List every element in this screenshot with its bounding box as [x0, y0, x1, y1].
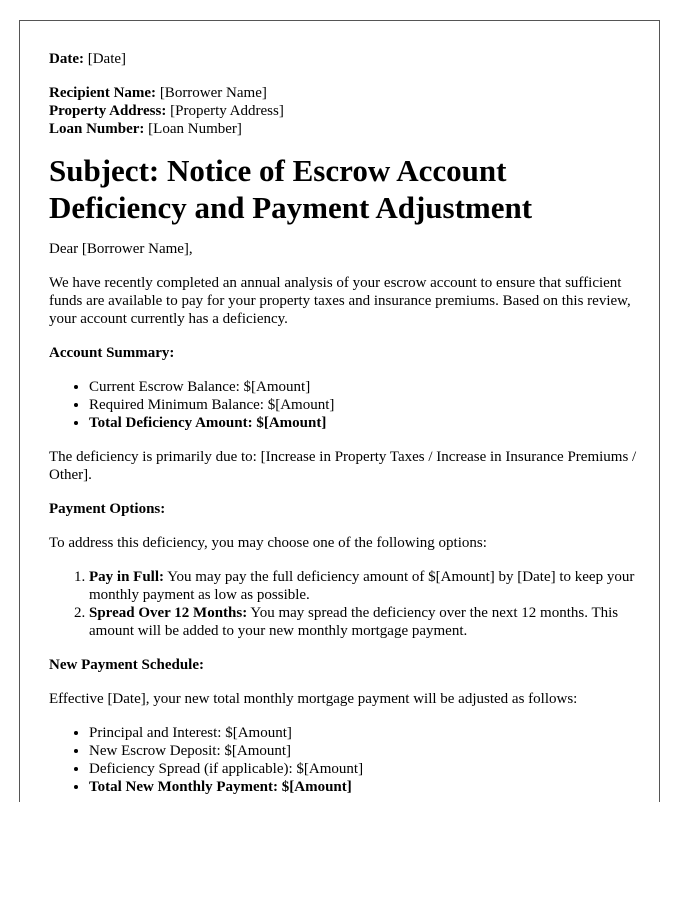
option2-label: Spread Over 12 Months:	[89, 605, 248, 621]
payment-options-list	[49, 568, 639, 640]
escrow-deposit-item: • New Escrow Deposit: $[Amount]	[89, 742, 639, 760]
date-value: [Date]	[83, 51, 127, 67]
recipient-line	[49, 84, 639, 102]
account-summary-list	[49, 378, 639, 432]
total-payment-text: Total New Monthly Payment: $[Amount]	[89, 779, 352, 795]
loan-line	[49, 120, 639, 138]
option-pay-in-full	[89, 568, 639, 604]
greeting: Dear [Borrower Name],	[49, 241, 193, 257]
option2-text: You may spread the deficiency over the next 12 months. This amount will be added to your new monthly mortgage payment.	[89, 605, 619, 639]
new-schedule-intro: Effective [Date], your new total monthly mortgage payment will be adjusted as follows:	[49, 691, 578, 707]
total-payment-item	[89, 778, 639, 796]
account-summary-title: Account Summary:	[49, 345, 175, 361]
payment-options-title: Payment Options:	[49, 501, 166, 517]
letter-content	[49, 50, 639, 802]
current-balance-item: • Current Escrow Balance: $[Amount]	[89, 378, 639, 396]
date-line	[49, 50, 639, 68]
option-spread-12-months	[89, 604, 639, 640]
recipient-value: [Borrower Name]	[156, 85, 267, 101]
new-schedule-title: New Payment Schedule:	[49, 657, 204, 673]
option1-label: Pay in Full:	[89, 569, 165, 585]
principal-item: • Principal and Interest: $[Amount]	[89, 724, 639, 742]
recipient-block	[49, 84, 639, 138]
new-schedule-list	[49, 724, 639, 796]
date-label: Date:	[49, 51, 84, 67]
address-value: [Property Address]	[166, 103, 284, 119]
recipient-label: Recipient Name:	[49, 85, 157, 101]
loan-value: [Loan Number]	[144, 121, 242, 137]
deficiency-spread-item: • Deficiency Spread (if applicable): $[Amount]	[89, 760, 639, 778]
loan-label: Loan Number:	[49, 121, 145, 137]
intro-paragraph: We have recently completed an annual analysis of your escrow account to ensure that sufficient funds are available to pay for your property taxes and insurance premiums. Based on this review, your account currently has a deficiency.	[49, 275, 631, 327]
address-label: Property Address:	[49, 103, 167, 119]
option1-text: You may pay the full deficiency amount of $[Amount] by [Date] to keep your monthly payment as low as possible.	[89, 569, 635, 603]
address-line	[49, 102, 639, 120]
required-balance-item: • Required Minimum Balance: $[Amount]	[89, 396, 639, 414]
deficiency-reason: The deficiency is primarily due to: [Increase in Property Taxes / Increase in Insurance Premiums / Other].	[49, 449, 637, 483]
total-deficiency-item	[89, 414, 639, 432]
letter-page	[19, 20, 660, 802]
payment-options-intro: To address this deficiency, you may choose one of the following options:	[49, 535, 487, 551]
subject-heading: Subject: Notice of Escrow Account Deficiency and Payment Adjustment	[49, 153, 533, 225]
total-deficiency-text: Total Deficiency Amount: $[Amount]	[89, 415, 327, 431]
